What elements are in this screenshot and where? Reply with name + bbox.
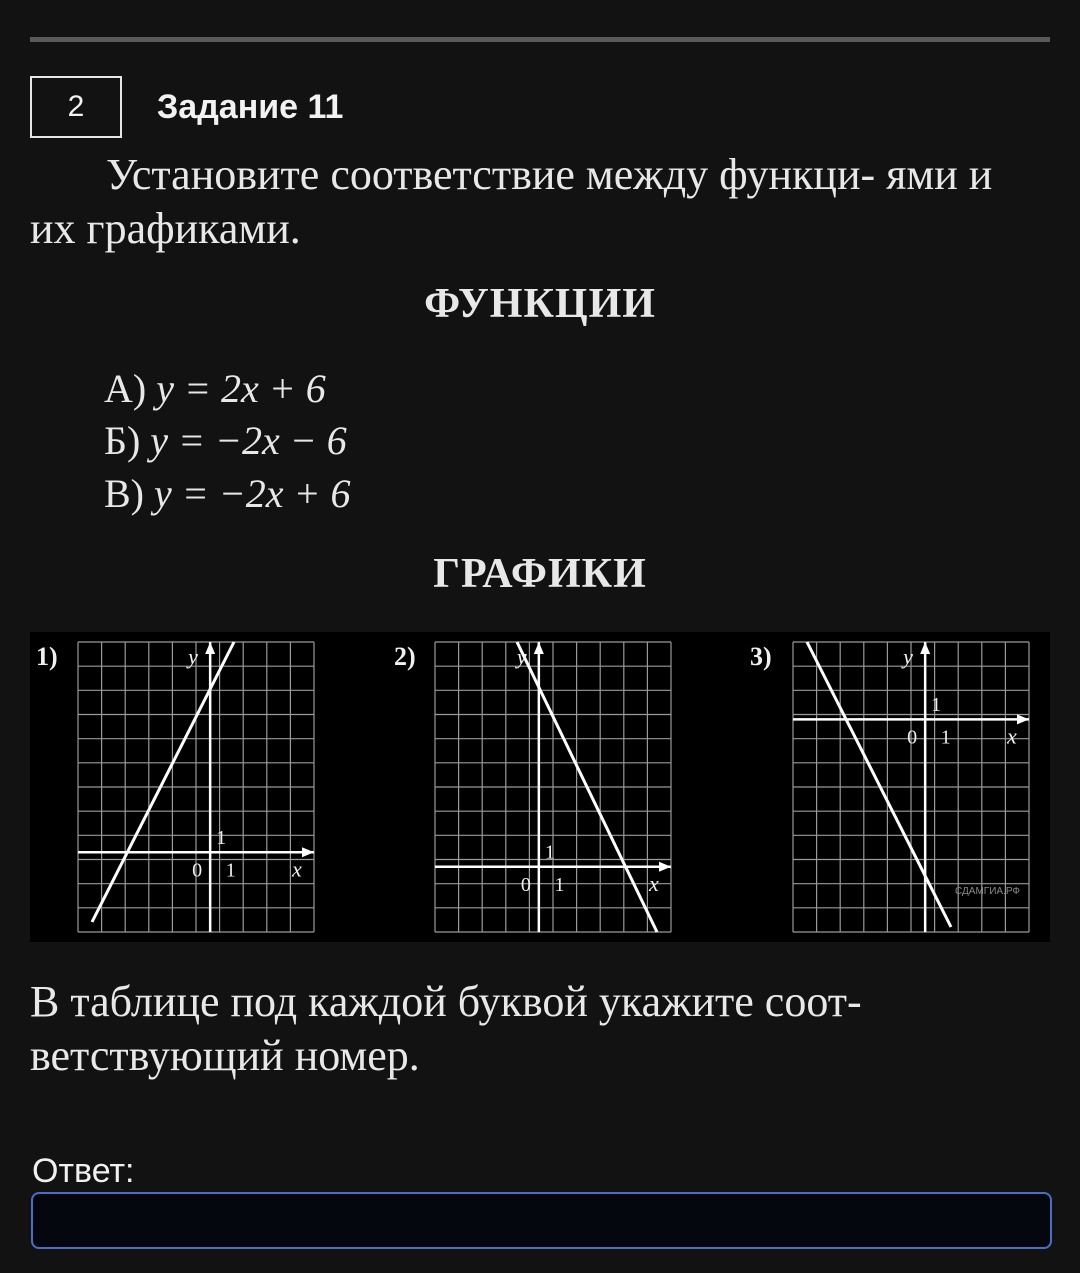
x-axis-arrow	[659, 862, 671, 872]
task-outro: В таблице под каждой буквой укажите соот- ветствующий номер.	[30, 977, 862, 1080]
function-c	[104, 469, 350, 519]
task-title: Задание 11	[157, 88, 344, 126]
x-axis-label: x	[1007, 723, 1017, 749]
graph-3-label: 3)	[750, 642, 772, 671]
y-axis-label: y	[188, 644, 198, 669]
unit-y-label: 1	[544, 841, 555, 864]
watermark: СДАМГИА.РФ	[955, 886, 1020, 897]
function-a	[104, 364, 326, 414]
graphs-heading: ГРАФИКИ	[433, 551, 647, 597]
origin-label: 0	[907, 726, 918, 749]
origin-label: 0	[520, 873, 531, 896]
function-letter: Б)	[104, 418, 141, 463]
unit-x-label: 1	[225, 859, 236, 882]
task-intro	[30, 148, 1040, 256]
function-letter: В)	[104, 471, 144, 516]
origin-label: 0	[192, 859, 203, 882]
graph-2-label: 2)	[394, 642, 416, 671]
function-formula: y = −2x + 6	[154, 471, 351, 516]
task-number-box	[30, 76, 122, 138]
function-formula: y = −2x − 6	[150, 418, 347, 463]
y-axis-arrow	[534, 642, 544, 654]
task-intro-text: Установите соответствие между функци- ями и их графиками.	[30, 150, 993, 253]
functions-heading: ФУНКЦИИ	[424, 281, 656, 327]
function-formula: y = 2x + 6	[156, 366, 326, 411]
unit-y-label: 1	[931, 694, 942, 717]
y-axis-label: y	[903, 644, 913, 669]
graph-3	[793, 642, 1029, 932]
graph-1-label: 1)	[36, 642, 58, 671]
task-number: 2	[67, 90, 85, 123]
graph-grid	[78, 642, 314, 932]
unit-x-label: 1	[554, 873, 565, 896]
y-axis-arrow	[920, 642, 930, 654]
x-axis-label: x	[292, 856, 302, 882]
graphs-image	[30, 632, 1050, 942]
graph-2	[435, 642, 671, 932]
x-axis-arrow	[1017, 714, 1029, 724]
function-b	[104, 416, 347, 466]
x-axis-arrow	[302, 847, 314, 857]
y-axis-label: y	[516, 644, 527, 669]
y-axis-arrow	[205, 642, 215, 654]
top-divider	[30, 37, 1050, 42]
answer-label: Ответ:	[32, 1152, 135, 1190]
unit-x-label: 1	[940, 726, 951, 749]
unit-y-label: 1	[216, 827, 227, 850]
x-axis-label: x	[649, 870, 659, 896]
function-line	[92, 642, 234, 922]
answer-input[interactable]	[31, 1192, 1052, 1249]
function-letter: А)	[104, 366, 147, 411]
graph-1	[78, 642, 314, 932]
